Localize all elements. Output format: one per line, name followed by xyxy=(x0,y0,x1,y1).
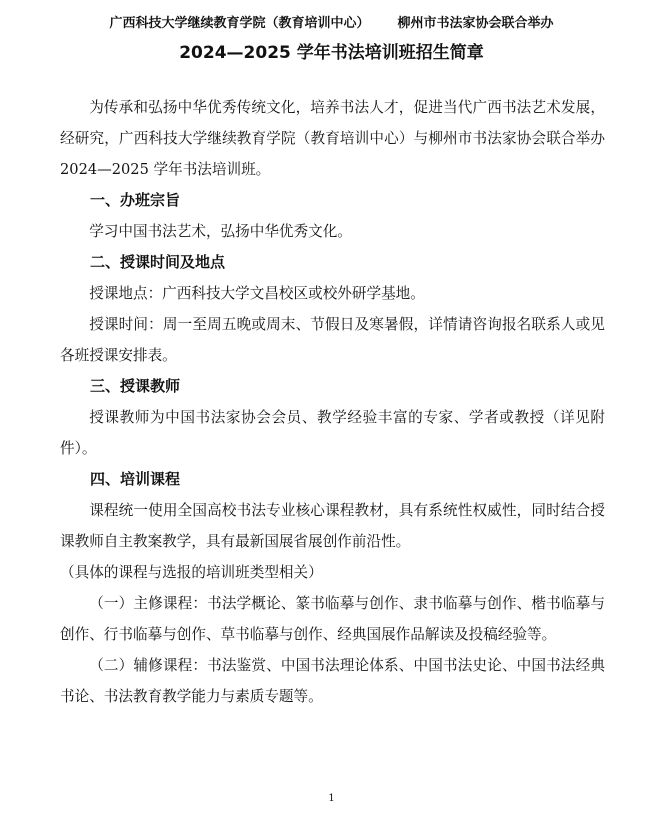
purpose-paragraph: 学习中国书法艺术，弘扬中华优秀文化。 xyxy=(89,223,352,240)
page-number: 1 xyxy=(328,793,335,804)
section-heading-purpose: 一、办班宗旨 xyxy=(90,191,181,209)
courses-note: （具体的课程与选报的培训班类型相关） xyxy=(60,564,323,581)
major-courses-paragraph: （一）主修课程：书法学概论、篆书临摹与创作、隶书临摹与创作、楷书临摹与创作、行书临摹与创作、草书临摹与创作、经典国展作品解读及投稿经验等。 xyxy=(60,595,605,643)
header-organizer-left: 广西科技大学继续教育学院（教育培训中心） xyxy=(109,16,370,31)
page-title: 2024—2025 学年书法培训班招生简章 xyxy=(179,43,484,63)
location-paragraph: 授课地点：广西科技大学文昌校区或校外研学基地。 xyxy=(89,285,425,302)
time-paragraph: 授课时间：周一至周五晚或周末、节假日及寒暑假，详情请咨询报名联系人或见各班授课安排表。 xyxy=(60,316,605,364)
teachers-paragraph: 授课教师为中国书法家协会会员、教学经验丰富的专家、学者或教授（详见附件）。 xyxy=(60,409,605,457)
section-heading-courses: 四、培训课程 xyxy=(90,470,181,488)
section-heading-teachers: 三、授课教师 xyxy=(90,377,181,395)
page-header xyxy=(0,12,663,31)
header-organizer-right: 柳州市书法家协会联合举办 xyxy=(397,16,554,31)
minor-courses-paragraph: （二）辅修课程：书法鉴赏、中国书法理论体系、中国书法史论、中国书法经典书论、书法教育教学能力与素质专题等。 xyxy=(60,657,605,705)
courses-paragraph: 课程统一使用全国高校书法专业核心课程教材，具有系统性权威性，同时结合授课教师自主教案教学，具有最新国展省展创作前沿性。 xyxy=(60,502,605,550)
section-heading-time-location: 二、授课时间及地点 xyxy=(90,253,226,271)
intro-paragraph: 为传承和弘扬中华优秀传统文化，培养书法人才，促进当代广西书法艺术发展，经研究，广西科技大学继续教育学院（教育培训中心）与柳州市书法家协会联合举办 2024—2025 学年书法培训班。 xyxy=(60,99,605,178)
document-body xyxy=(60,92,605,712)
